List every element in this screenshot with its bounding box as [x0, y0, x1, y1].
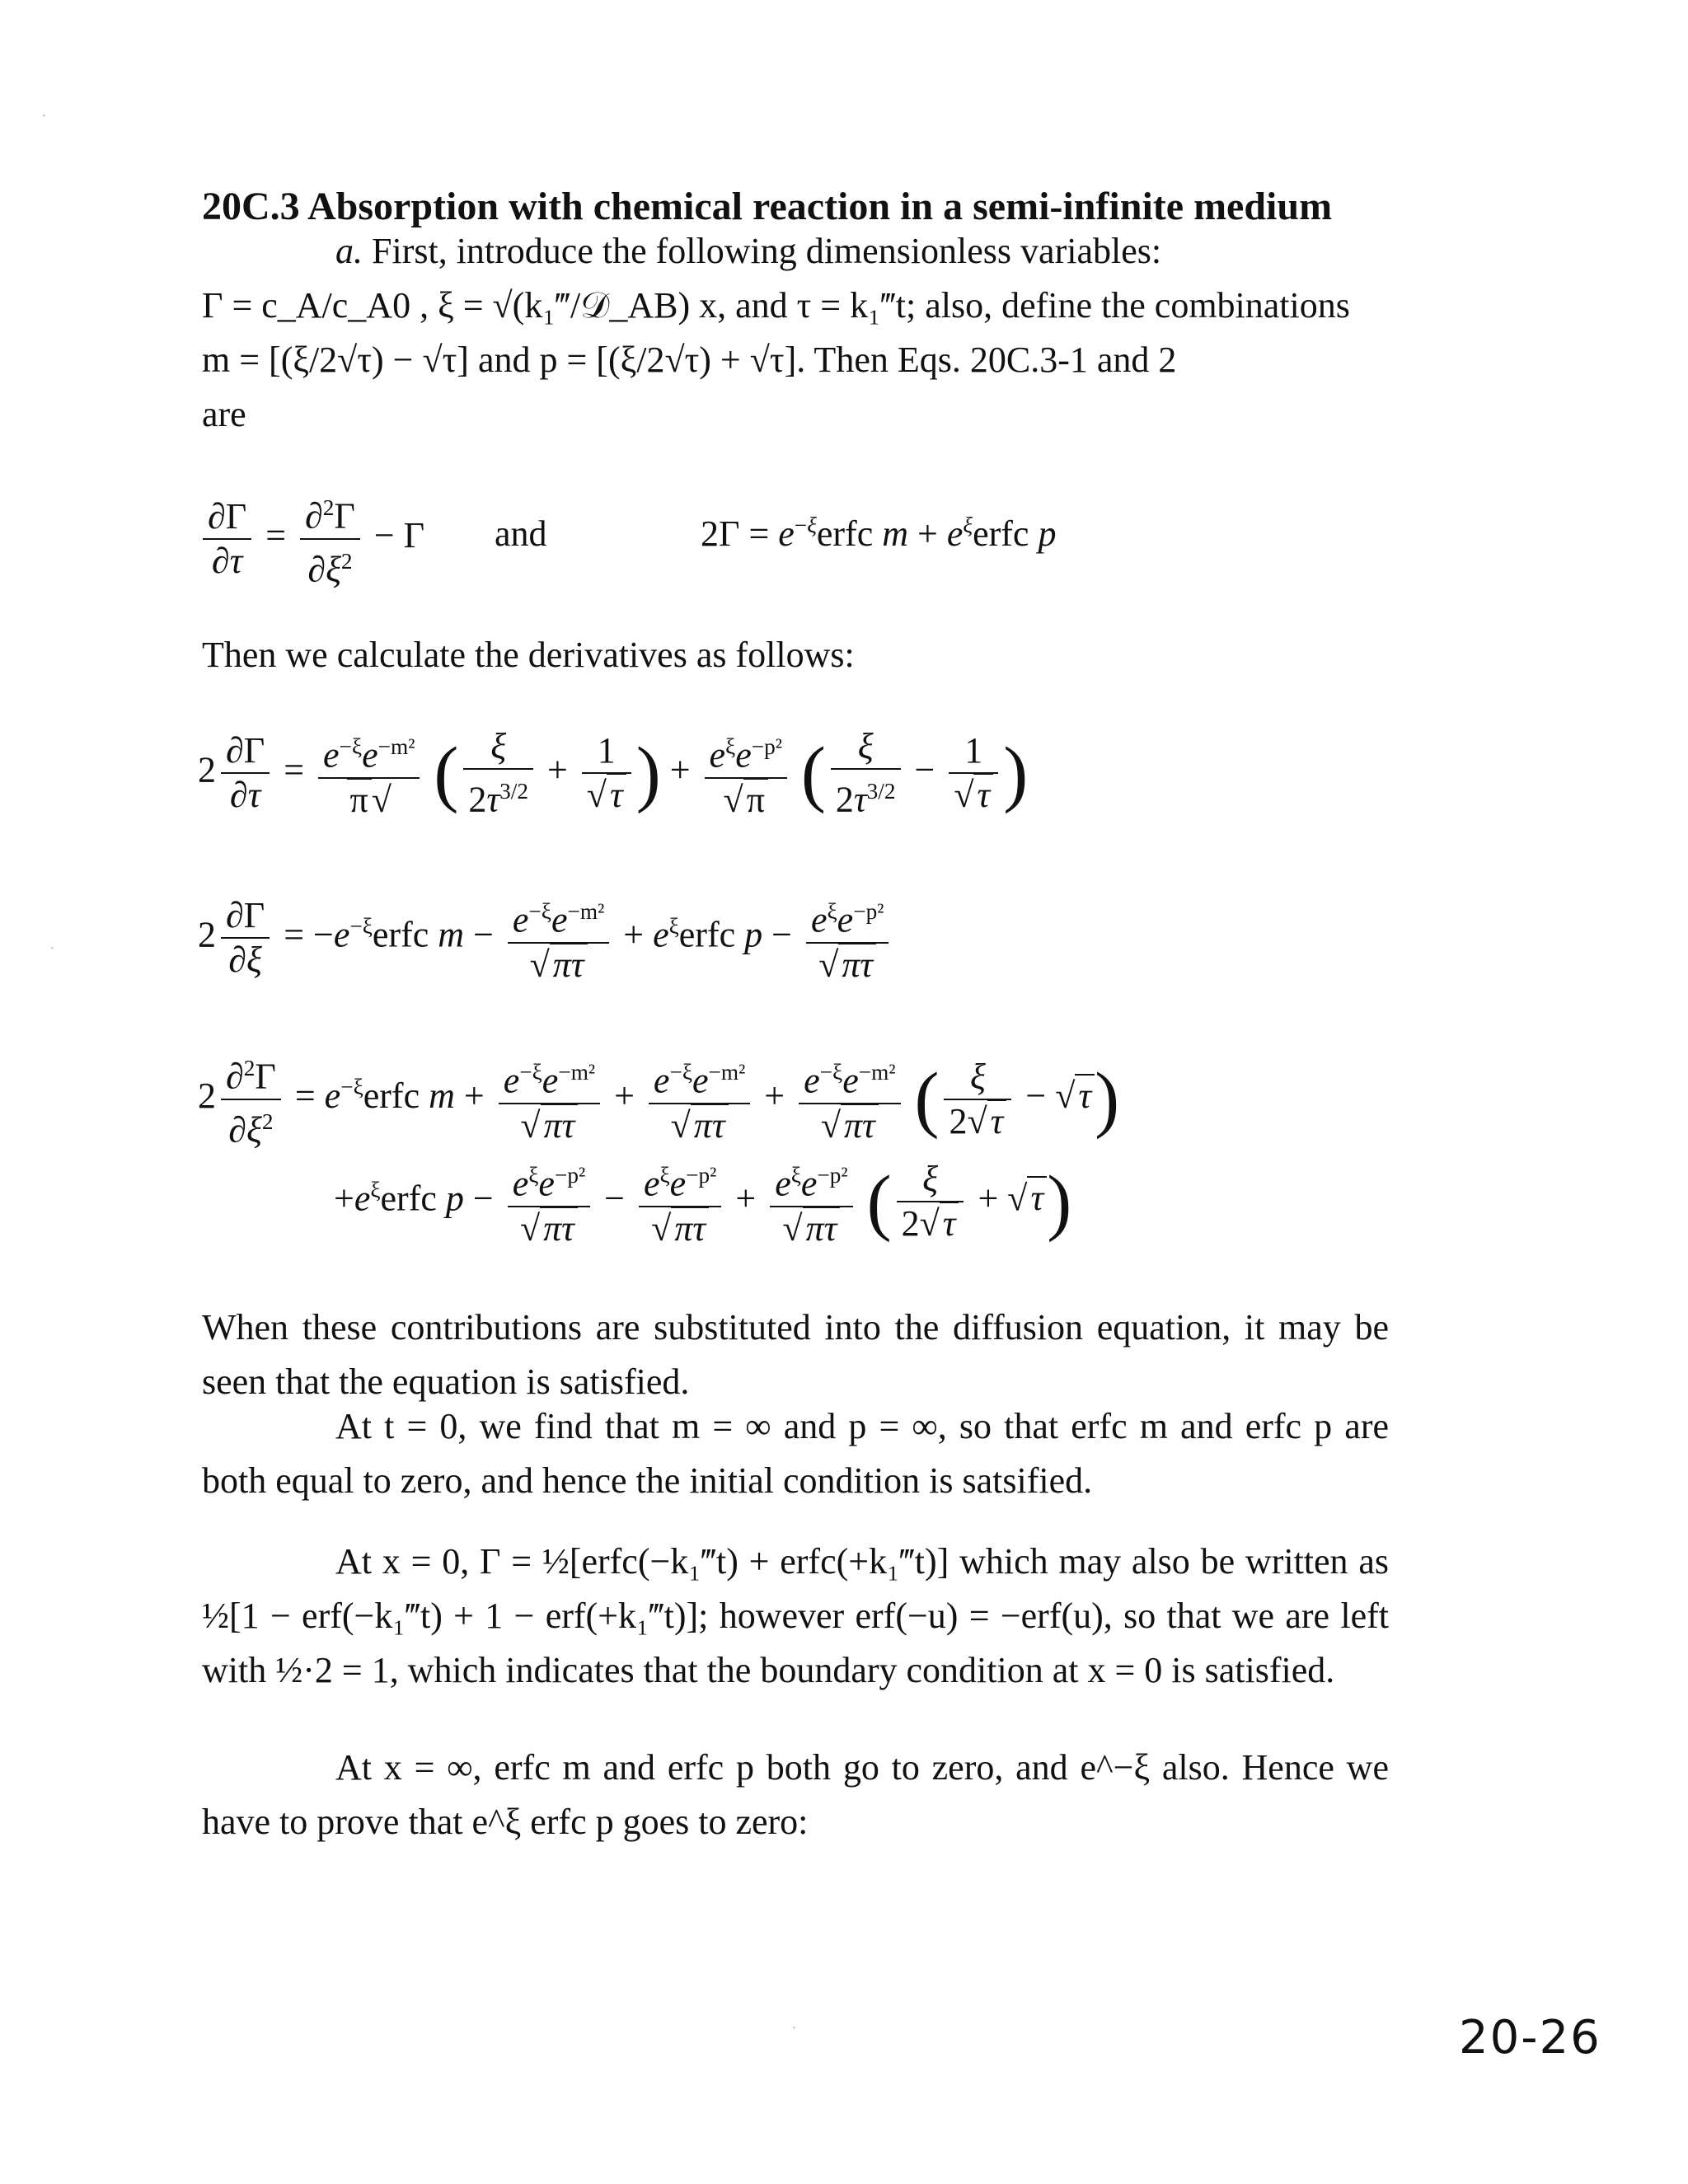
second-derivative-equation-line2: $+e^\xi erfc$ p − $\frac{e^\xi e^{-p^2}}{√\pi\tau}$ − $\frac{e^\xi e^{-p^2}}{√\pi\tau}$ + $\frac{e^\xi e^{-p^2}}{√\pi\tau}$ ( $\frac{\xi}{2√\tau}$ + √τ) [334, 1154, 1071, 1250]
boundary-condition-paragraph: At x = 0, Γ = ½[erfc(−k₁‴t) + erfc(+k₁‴t)] which may also be written as ½[1 − erf(−k₁‴t) + 1 − erf(+k₁‴t)]; however erf(−u) = −erf(u), so that we are left with ½·2 = 1, which indicates that the boundary condition at x = 0 is satisfied. [202, 1541, 1389, 1690]
derivatives-intro: Then we calculate the derivatives as follows: [202, 635, 855, 675]
substitution-paragraph: When these contributions are substituted into the diffusion equation, it may be seen that the equation is satisfied. [202, 1307, 1389, 1402]
space-derivative-equation: 2 $\frac{\partial\Gamma}{\partial\xi}$ = $-e^{-\xi}erfc$ m − $\frac{e^{-\xi}e^{-m^2}}{√\pi\tau}$ + $e^\xi erfc$ p − $\frac{e^\xi e^{-p^2}}{√\pi\tau}$ [198, 890, 893, 987]
paragraph-a-line3: m = [(ξ/2√τ) − √τ] and p = [(ξ/2√τ) + √τ]. Then Eqs. 20C.3-1 and 2 [202, 340, 1177, 380]
page-number: 20-26 [1459, 2011, 1601, 2064]
and-word: and [495, 513, 547, 554]
part-label: a. [335, 231, 363, 271]
time-derivative-equation: 2 $\frac{\partial\Gamma}{\partial\tau}$ = $\frac{e^{-\xi}e^{-m^2}}{\pi√}$ ( $\frac{\xi}{2\tau^{3/2}}$ + $\frac{1}{√\tau}$ ) + $\frac{e^\xi e^{-p^2}}{√\pi}$ ( $\frac{\xi}{2\tau^{3/2}}$ − $\frac{1}{√\tau}$ ) [198, 726, 1029, 820]
section-heading: 20C.3 Absorption with chemical reaction in a semi-infinite medium [202, 185, 1333, 228]
paragraph-a-line4: are [202, 394, 246, 434]
paragraph-a-line2: Γ = c_A/c_A0 , ξ = √(k₁‴/𝒟_AB) x, and τ = k₁‴t; also, define the combinations [202, 285, 1350, 326]
scan-speck: · [49, 940, 55, 958]
infinity-condition-paragraph: At x = ∞, erfc m and erfc p both go to zero, and e^−ξ also. Hence we have to prove that e^ξ erfc p goes to zero: [202, 1747, 1389, 1842]
paragraph-a-line1 [202, 224, 1389, 279]
initial-condition-paragraph: At t = 0, we find that m = ∞ and p = ∞, so that erfc m and erfc p are both equal to zero, and hence the initial condition is satsified. [202, 1406, 1389, 1501]
diffusion-equation: $\frac{\partial\Gamma}{\partial\tau}$ = $\frac{\partial^2\Gamma}{\partial\xi^2}$ − Γ [198, 486, 424, 591]
paragraph-a-text: First, introduce the following dimensionless variables: [372, 231, 1162, 271]
second-derivative-equation-line1: 2 $\frac{\partial^2\Gamma}{\partial\xi^2}$ = $e^{-\xi}erfc$ m + $\frac{e^{-\xi}e^{-m^2}}{√\pi\tau}$ + $\frac{e^{-\xi}e^{-m^2}}{√\pi\tau}$ + $\frac{e^{-\xi}e^{-m^2}}{√\pi\tau}$ ( $\frac{\xi}{2√\tau}$ − √τ) [198, 1047, 1119, 1151]
scan-speck: · [41, 107, 47, 125]
solution-equation: $2\Gamma = e^{-\xi}erfc$ $m + e^\xi erfc$ p [701, 513, 1057, 554]
scan-speck: · [791, 2019, 797, 2037]
